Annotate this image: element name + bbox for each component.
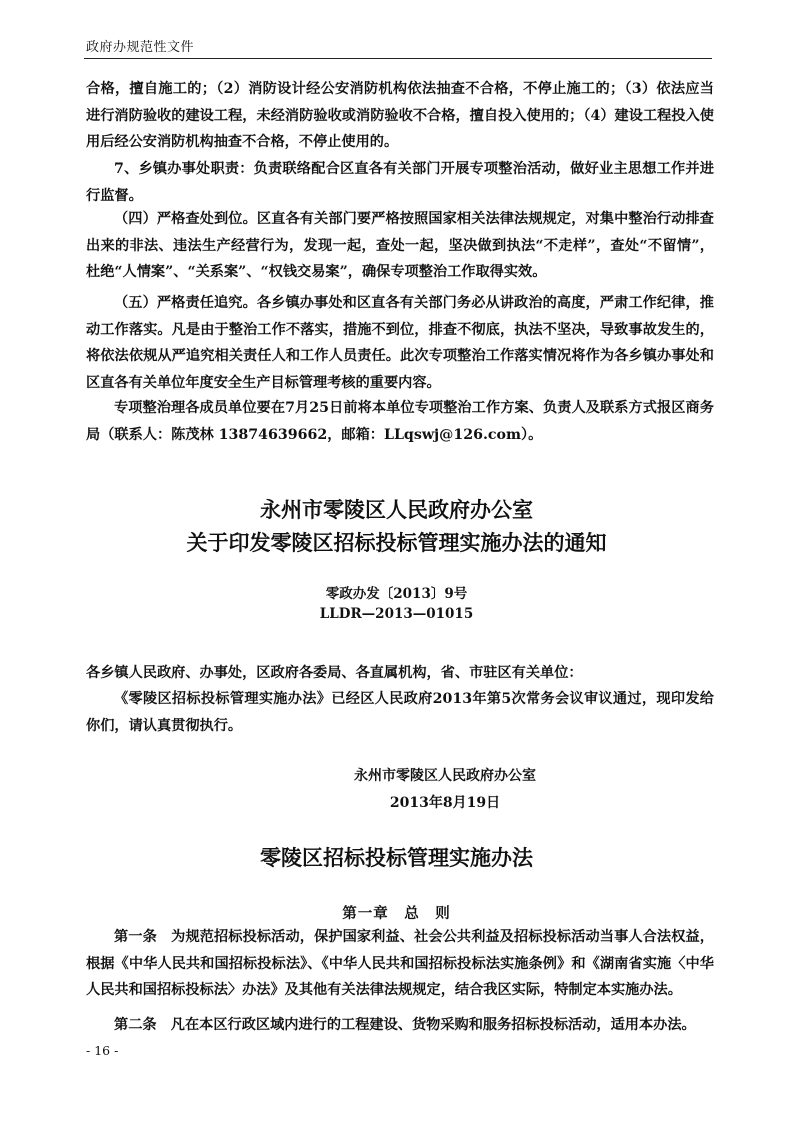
notice-title-line-2: 关于印发零陵区招标投标管理实施办法的通知 bbox=[186, 531, 607, 555]
measures-title: 零陵区招标投标管理实施办法 bbox=[260, 846, 533, 870]
article-1-label: 第一条 bbox=[114, 929, 157, 945]
article-1-text: 为规范招标投标活动，保护国家利益、社会公共利益及招标投标活动当事人合法权益，根据《中华人民共和国招标投标法》、《中华人民共和国招标投标法实施条例》和《湖南省实施〈中华人民共和国招标投标法〉办法》及其他有关法律法规规定，结合我区实际，特制定本实施办法。 bbox=[86, 929, 714, 998]
prev-paragraph-4: （五）严格责任追究。各乡镇办事处和区直各有关部门务必从讲政治的高度，严肃工作纪律，推动工作落实。凡是由于整治工作不落实，措施不到位，排查不彻底，执法不坚决，导致事故发生的，将依法依规从严追究相关责任人和工作人员责任。此次专项整治工作落实情况将作为各乡镇办事处和区直各有关单位年度安全生产目标管理考核的重要内容。 bbox=[86, 295, 714, 391]
notice-body: 《零陵区招标投标管理实施办法》已经区人民政府2013年第5次常务会议审议通过，现印发给你们，请认真贯彻执行。 bbox=[86, 691, 714, 734]
article-2-text: 凡在本区行政区域内进行的工程建设、货物采购和服务招标投标活动，适用本办法。 bbox=[156, 1017, 696, 1033]
running-header: 政府办规范性文件 bbox=[86, 40, 195, 55]
article-2-label: 第二条 bbox=[114, 1017, 157, 1033]
article-1 bbox=[86, 924, 714, 1004]
prev-paragraph-5: 专项整治理各成员单位要在7月25日前将本单位专项整治工作方案、负责人及联系方式报区商务局（联系人：陈茂林 13874639662，邮箱：LLqswj@126.com）。 bbox=[86, 400, 714, 443]
header-rule bbox=[84, 58, 712, 59]
notice-date: 2013年8月19日 bbox=[389, 795, 501, 811]
article-2 bbox=[86, 1012, 714, 1039]
notice-signer: 永州市零陵区人民政府办公室 bbox=[354, 768, 536, 784]
page-number: - 16 - bbox=[86, 1043, 119, 1058]
prev-paragraph-3: （四）严格查处到位。区直各有关部门要严格按照国家相关法律法规规定，对集中整治行动排查出来的非法、违法生产经营行为，发现一起，查处一起，坚决做到执法“不走样”，查处“不留情”，杜绝“人情案”、“关系案”、“权钱交易案”，确保专项整治工作取得实效。 bbox=[86, 211, 714, 280]
chapter-heading: 第一章 总 则 bbox=[342, 905, 451, 922]
notice-title-line-1: 永州市零陵区人民政府办公室 bbox=[260, 498, 533, 522]
document-number: 零政办发〔2013〕9号 bbox=[325, 586, 468, 602]
prev-paragraph-1: 合格，擅自施工的；（2）消防设计经公安消防机构依法抽查不合格，不停止施工的；（3）依法应当进行消防验收的建设工程，未经消防验收或消防验收不合格，擅自投入使用的；（4）建设工程投入使用后经公安消防机构抽查不合格，不停止使用的。 bbox=[86, 81, 714, 150]
notice-addressee: 各乡镇人民政府、办事处，区政府各委局、各直属机构，省、市驻区有关单位： bbox=[86, 665, 583, 681]
registration-number: LLDR—2013—01015 bbox=[319, 606, 474, 622]
prev-paragraph-2: 7、乡镇办事处职责：负责联络配合区直各有关部门开展专项整治活动，做好业主思想工作并进行监督。 bbox=[86, 161, 714, 204]
